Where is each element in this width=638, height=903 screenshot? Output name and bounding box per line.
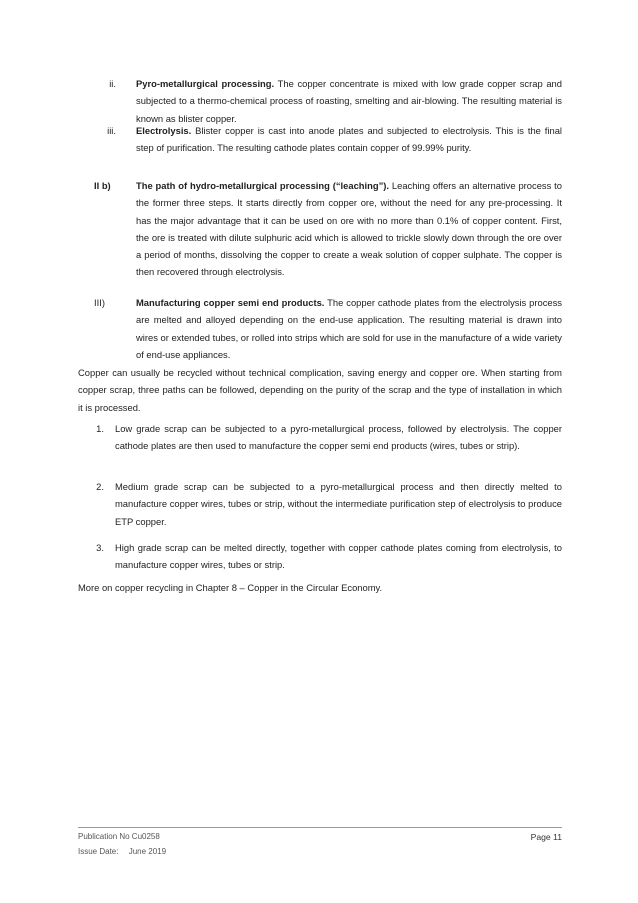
section-title: Manufacturing copper semi end products.: [136, 297, 325, 308]
recycling-path-low-grade: Low grade scrap can be subjected to a pyro-metallurgical process, followed by electrolysis. The copper cathode plates are then used to manufacture the copper semi end products (wires, tubes or strip).: [115, 423, 562, 452]
recycling-path-high-grade: High grade scrap can be melted directly, together with copper cathode plates coming from electrolysis, to manufacture copper wires, tubes or strip.: [115, 542, 562, 571]
issue-date-value: June 2019: [128, 847, 167, 856]
numbered-marker: 1.: [96, 423, 104, 434]
numbered-marker: 2.: [96, 481, 104, 492]
publication-number: Publication No Cu0258: [78, 832, 160, 841]
item-text: Blister copper is cast into anode plates and subjected to electrolysis. This is the final step of purification. The resulting cathode plates contain copper of 99.99% purity.: [136, 125, 562, 154]
list-item-pyro-metallurgical: [136, 75, 562, 127]
list-marker: ii.: [109, 78, 116, 89]
issue-date-line: [78, 847, 562, 856]
recycling-path-medium-grade: Medium grade scrap can be subjected to a pyro-metallurgical process and then directly melted to manufacture copper wires, tubes or strip, without the intermediate purification step of electrolysis to produce ETP copper.: [115, 481, 562, 527]
footer: [78, 832, 562, 841]
item-text: The copper concentrate is mixed with low grade copper scrap and subjected to a thermo-chemical process of roasting, smelting and air-blowing. The resulting material is known as blister copper.: [136, 78, 562, 124]
numbered-marker: 3.: [96, 542, 104, 553]
section-hydro-metallurgical: [136, 177, 562, 281]
footer-divider: [78, 827, 562, 828]
list-item-electrolysis: [136, 122, 562, 157]
section-title: The path of hydro-metallurgical processing (“leaching”).: [136, 180, 390, 191]
section-marker: II b): [94, 180, 111, 191]
item-title: Electrolysis.: [136, 125, 192, 136]
more-info-link-text: More on copper recycling in Chapter 8 – Copper in the Circular Economy.: [78, 582, 383, 593]
section-manufacturing: [136, 294, 562, 363]
issue-date-label: Issue Date:: [78, 847, 119, 856]
recycling-intro: Copper can usually be recycled without technical complication, saving energy and copper ore. When starting from copper scrap, three paths can be followed, depending on the purity of the scrap and the type of installation in which it is processed.: [78, 367, 562, 413]
item-title: Pyro-metallurgical processing.: [136, 78, 275, 89]
section-text: Leaching offers an alternative process to the former three steps. It starts directly from copper ore, without the need for any pre-processing. It has the major advantage that it can be used on ore with no more than 0.1% of copper content. First, the ore is treated with dilute sulphuric acid which is allowed to trickle slowly down through the ore over a period of months, dissolving the copper to create a weak solution of copper sulphate. The copper is then recovered through electrolysis.: [136, 180, 562, 278]
section-text: The copper cathode plates from the electrolysis process are melted and alloyed depending on the end-use application. The resulting material is drawn into wires or extended tubes, or rolled into strips which are sold for use in the manufacture of a wide variety of end-use appliances.: [136, 297, 562, 360]
list-marker: iii.: [107, 125, 116, 136]
page-number: Page 11: [530, 832, 562, 842]
section-marker: III): [94, 297, 105, 308]
